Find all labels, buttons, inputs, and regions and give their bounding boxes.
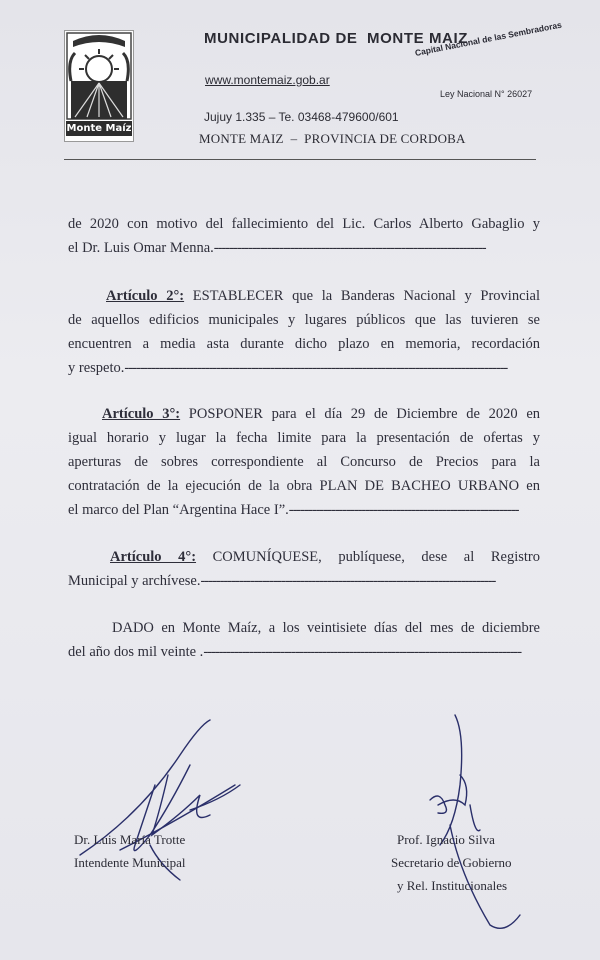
text-line bbox=[68, 356, 540, 380]
text-line: DADO en Monte Maíz, a los veintisiete días del mes de diciembre bbox=[112, 620, 540, 636]
dash-filler: ------------------------------------------------------------ bbox=[288, 502, 519, 518]
right-signatory-title: Secretario de Gobierno bbox=[391, 855, 512, 870]
text-line bbox=[68, 236, 540, 260]
right-signatory bbox=[391, 828, 512, 897]
municipality-title: MUNICIPALIDAD DE MONTE MAIZ bbox=[204, 30, 469, 47]
text-segment: el Dr. Luis Omar Menna. bbox=[68, 240, 214, 256]
sun-field-emblem-icon bbox=[65, 31, 133, 123]
capital-slogan: Capital Nacional de las Sembradoras bbox=[414, 19, 563, 58]
text-segment: ESTABLECER que la Banderas Nacional y Provincial bbox=[184, 288, 540, 304]
intro-paragraph bbox=[68, 212, 540, 260]
article-2-label: Artículo 2°: bbox=[106, 288, 185, 304]
left-signatory-title: Intendente Municipal bbox=[74, 855, 186, 870]
text-segment: Municipal y archívese. bbox=[68, 573, 201, 589]
left-signatory-name: Dr. Luis María Trotte bbox=[74, 832, 186, 847]
text-line: igual horario y lugar la fecha limite para la presentación de ofertas y bbox=[68, 430, 540, 446]
website-link[interactable]: www.montemaiz.gob.ar bbox=[205, 73, 330, 87]
text-segment: del año dos mil veinte . bbox=[68, 644, 204, 660]
text-segment: POSPONER para el día 29 de Diciembre de 2020 en bbox=[180, 406, 540, 422]
text-line bbox=[68, 498, 540, 522]
text-segment: el marco del Plan “Argentina Hace I”. bbox=[68, 502, 289, 518]
article-3-paragraph bbox=[68, 402, 540, 522]
national-law: Ley Nacional N° 26027 bbox=[440, 89, 533, 99]
text-segment: COMUNÍQUESE, publíquese, dese al Registro bbox=[196, 549, 540, 565]
text-line: encuentren a media asta durante dicho plazo en memoria, recordación bbox=[68, 336, 540, 352]
dash-filler: ----------------------------------------------------------------------------- bbox=[200, 573, 496, 589]
article-2-paragraph bbox=[68, 284, 540, 380]
text-line bbox=[68, 545, 540, 569]
text-line: contratación de la ejecución de la obra PLAN DE BACHEO URBANO en bbox=[68, 478, 540, 494]
text-line bbox=[68, 569, 540, 593]
article-4-paragraph bbox=[68, 545, 540, 593]
text-line bbox=[68, 402, 540, 426]
dash-filler: ----------------------------------------------------------------------- bbox=[213, 240, 486, 256]
address-phone: Jujuy 1.335 – Te. 03468-479600/601 bbox=[204, 110, 399, 124]
right-signature-icon bbox=[410, 705, 530, 935]
right-signatory-name: Prof. Ignacio Silva bbox=[397, 832, 495, 847]
left-signatory bbox=[74, 828, 186, 874]
right-signatory-title-2: y Rel. Institucionales bbox=[397, 878, 508, 893]
text-line bbox=[68, 284, 540, 308]
city-province: MONTE MAIZ – PROVINCIA DE CORDOBA bbox=[199, 131, 466, 146]
dash-filler: ----------------------------------------------------------------------------------- bbox=[203, 644, 522, 660]
closing-paragraph bbox=[68, 616, 540, 664]
dash-filler: ---------------------------------------------------------------------------------------------------- bbox=[124, 360, 508, 376]
text-line: de aquellos edificios municipales y lugares públicos que las tuvieren se bbox=[68, 312, 540, 328]
article-3-label: Artículo 3°: bbox=[102, 406, 181, 422]
text-segment: y respeto. bbox=[68, 360, 125, 376]
text-line: de 2020 con motivo del fallecimiento del Lic. Carlos Alberto Gabaglio y bbox=[68, 216, 540, 232]
logo-wordmark: Monte Maíz bbox=[66, 123, 132, 134]
text-line: aperturas de sobres correspondiente al Concurso de Precios para la bbox=[68, 454, 540, 470]
article-4-label: Artículo 4°: bbox=[110, 549, 197, 565]
text-line bbox=[68, 640, 540, 664]
header-divider bbox=[64, 159, 536, 160]
